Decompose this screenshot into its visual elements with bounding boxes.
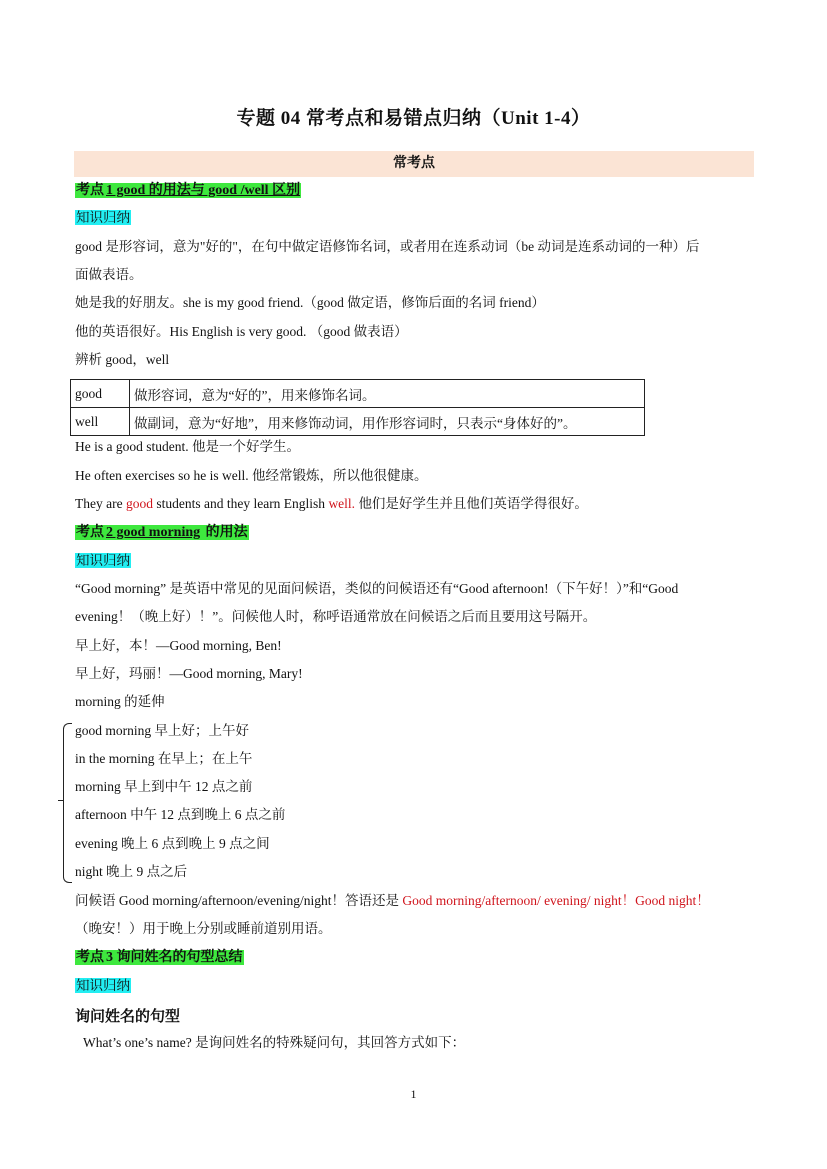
list-item: good morning 早上好；上午好 bbox=[75, 723, 249, 738]
comparison-table bbox=[70, 379, 645, 436]
table-cell-key: good bbox=[71, 380, 130, 408]
table-row bbox=[71, 408, 645, 436]
paragraph: “Good morning” 是英语中常见的见面问候语，类似的问候语还有“Good afternoon!（下午好！）”和“Good bbox=[75, 581, 679, 596]
comparison-label: 辨析 good，well bbox=[75, 352, 170, 367]
heading-text: 2 good morning bbox=[106, 525, 201, 540]
paragraph: （晚安！）用于晚上分别或睡前道别用语。 bbox=[75, 921, 332, 936]
paragraph: good 是形容词，意为"好的"，在句中做定语修饰名词，或者用在连系动词（be 动词是连系动词的一种）后 bbox=[75, 239, 700, 254]
highlight-word: well. bbox=[328, 496, 356, 511]
heading-label: 考点 bbox=[76, 183, 104, 198]
list-item: evening 晚上 6 点到晚上 9 点之间 bbox=[75, 836, 270, 851]
section-3-heading bbox=[75, 948, 244, 967]
subsection-heading: 询问姓名的句型 bbox=[75, 1009, 181, 1025]
heading-text-suffix: 的用法 bbox=[202, 525, 248, 540]
text-segment: 他们是好学生并且他们英语学得很好。 bbox=[355, 496, 588, 511]
table-cell-key: well bbox=[71, 408, 130, 436]
table-cell-value: 做副词，意为“好地”，用来修饰动词，用作形容词时，只表示“身体好的”。 bbox=[130, 408, 645, 436]
page-number: 1 bbox=[410, 1087, 417, 1101]
example-sentence: 他的英语很好。His English is very good. （good 做表语） bbox=[75, 324, 408, 339]
example-sentence: He is a good student. 他是一个好学生。 bbox=[75, 439, 300, 454]
paragraph: What’s one’s name? 是询问姓名的特殊疑问句，其回答方式如下： bbox=[83, 1035, 466, 1050]
section-1-tag-row bbox=[75, 209, 131, 227]
reply-paragraph bbox=[75, 892, 710, 910]
heading-label: 考点 bbox=[76, 525, 104, 540]
knowledge-tag: 知识归纳 bbox=[76, 210, 130, 225]
list-item: afternoon 中午 12 点到晚上 6 点之前 bbox=[75, 807, 286, 822]
table-row bbox=[71, 380, 645, 408]
list-brace bbox=[63, 723, 72, 883]
highlight-word: good bbox=[125, 496, 153, 511]
paragraph: 面做表语。 bbox=[75, 267, 143, 282]
section-2-tag-row bbox=[75, 552, 131, 570]
example-sentence: 早上好，玛丽！—Good morning, Mary! bbox=[75, 666, 303, 681]
text-segment: 问候语 Good morning/afternoon/evening/night！答语还是 bbox=[75, 893, 403, 908]
list-item: night 晚上 9 点之后 bbox=[75, 864, 188, 879]
example-sentence: He often exercises so he is well. 他经常锻炼，所以他很健康。 bbox=[75, 468, 428, 483]
text-segment: They are bbox=[75, 496, 126, 511]
highlight-phrase: Good morning/afternoon/ evening/ night！Good night！ bbox=[402, 893, 710, 908]
text-segment: students and they learn English bbox=[152, 496, 329, 511]
heading-text: 3 询问姓名的句型总结 bbox=[106, 950, 243, 965]
section-2-heading bbox=[75, 523, 249, 542]
section-1-heading bbox=[75, 181, 301, 200]
example-sentence-colored bbox=[75, 495, 588, 513]
example-sentence: 她是我的好朋友。she is my good friend.（good 做定语，修饰后面的名词 friend） bbox=[75, 295, 545, 310]
list-brace-tip bbox=[58, 800, 64, 801]
list-item: morning 早上到中午 12 点之前 bbox=[75, 779, 253, 794]
document-title: 专题 04 常考点和易错点归纳（Unit 1-4） bbox=[236, 108, 591, 129]
paragraph: evening！（晚上好）！”。问候他人时，称呼语通常放在问候语之后而且要用这号隔开。 bbox=[75, 609, 597, 624]
section-banner: 常考点 bbox=[74, 151, 754, 177]
section-3-tag-row bbox=[75, 977, 131, 995]
heading-label: 考点 bbox=[76, 950, 104, 965]
example-sentence: 早上好，本！—Good morning, Ben! bbox=[75, 638, 282, 653]
table-cell-value: 做形容词，意为“好的”，用来修饰名词。 bbox=[130, 380, 645, 408]
extension-label: morning 的延伸 bbox=[75, 694, 165, 709]
list-item: in the morning 在早上；在上午 bbox=[75, 751, 253, 766]
knowledge-tag: 知识归纳 bbox=[76, 978, 130, 993]
heading-text: 1 good 的用法与 good /well 区别 bbox=[106, 183, 301, 198]
knowledge-tag: 知识归纳 bbox=[76, 553, 130, 568]
